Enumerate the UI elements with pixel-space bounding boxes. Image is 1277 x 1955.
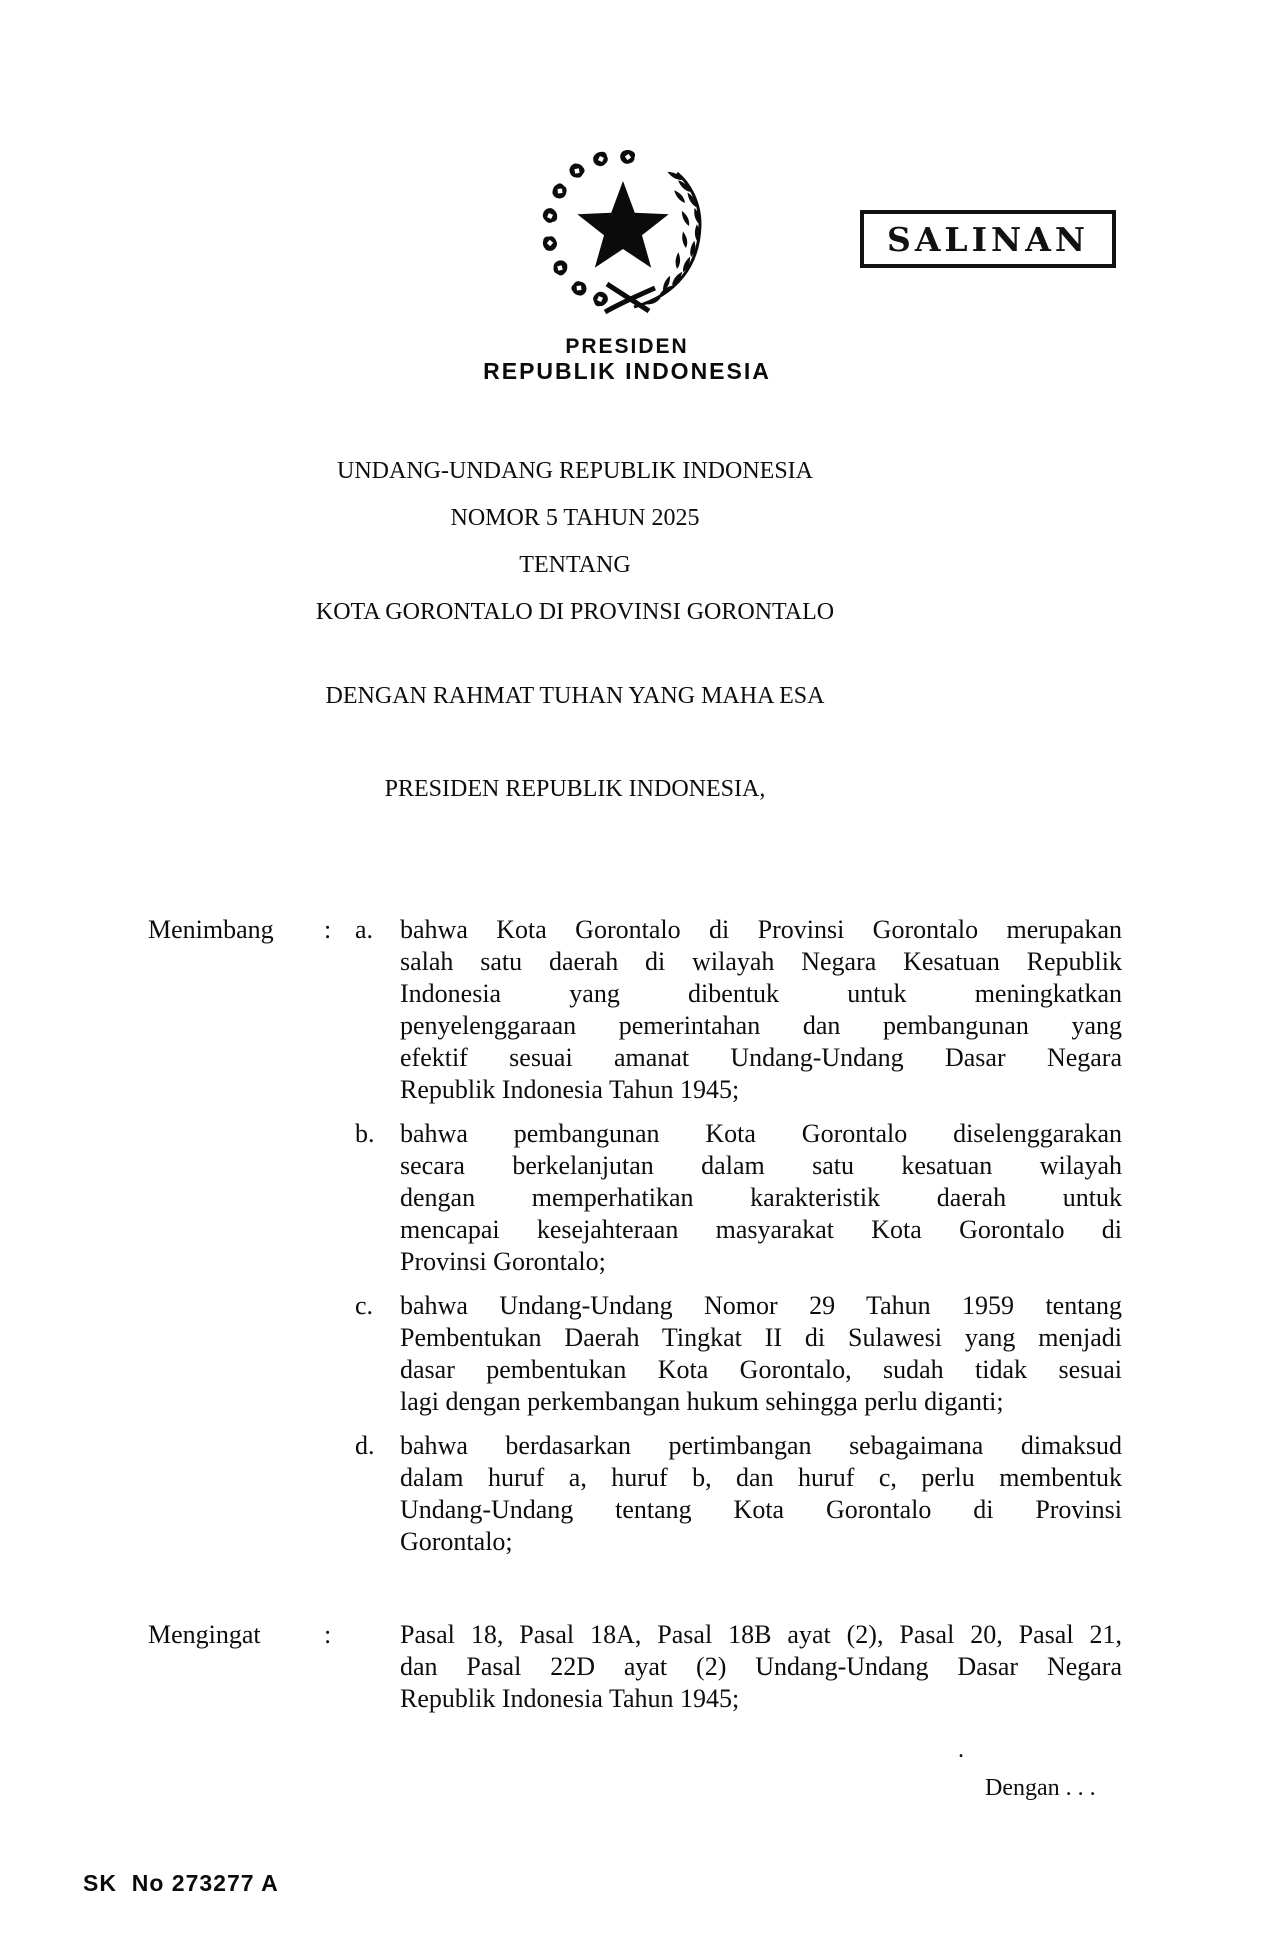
salinan-stamp-label: SALINAN [886, 219, 1089, 259]
continuation-dot: . [958, 1737, 964, 1763]
text-line: Indonesia yang dibentuk untuk meningkatkan [400, 979, 1122, 1008]
item-text [400, 914, 1122, 1106]
text-line: Gorontalo; [400, 1527, 513, 1556]
catchword-dengan: Dengan . . . [985, 1775, 1096, 1801]
citing-section [148, 1619, 1122, 1715]
text-line: dasar pembentukan Kota Gorontalo, sudah tidak sesuai [400, 1355, 1122, 1384]
salinan-stamp [860, 210, 1116, 268]
title-line-1: UNDANG-UNDANG REPUBLIK INDONESIA [337, 458, 813, 484]
text-line: secara berkelanjutan dalam satu kesatuan wilayah [400, 1151, 1122, 1180]
citing-separator: : [324, 1620, 332, 1649]
law-title-block [130, 448, 1020, 636]
text-line: Republik Indonesia Tahun 1945; [400, 1684, 740, 1713]
title-line-3: TENTANG [519, 552, 631, 578]
considering-item-a [148, 914, 1122, 1106]
item-marker: a. [355, 915, 374, 944]
authority-line: PRESIDEN REPUBLIK INDONESIA, [384, 776, 766, 802]
text-line: dengan memperhatikan karakteristik daerah untuk [400, 1183, 1122, 1212]
considering-item-c [148, 1290, 1122, 1418]
letterhead-presiden: PRESIDEN [565, 335, 689, 358]
item-marker: d. [355, 1431, 375, 1460]
citing-text [400, 1619, 1122, 1715]
item-marker: c. [355, 1291, 374, 1320]
considering-separator: : [324, 915, 332, 944]
text-line: Pembentukan Daerah Tingkat II di Sulawesi yang menjadi [400, 1323, 1122, 1352]
title-line-4: KOTA GORONTALO DI PROVINSI GORONTALO [315, 599, 835, 625]
considering-item-d [148, 1430, 1122, 1558]
text-line: lagi dengan perkembangan hukum sehingga perlu diganti; [400, 1387, 1004, 1416]
text-line: Provinsi Gorontalo; [400, 1247, 606, 1276]
citing-row [148, 1619, 1122, 1715]
star-icon [577, 181, 668, 268]
presidential-emblem [537, 145, 709, 317]
text-line: efektif sesuai amanat Undang-Undang Dasar Negara [400, 1043, 1122, 1072]
text-line: penyelenggaraan pemerintahan dan pembangunan yang [400, 1011, 1122, 1040]
invocation-line: DENGAN RAHMAT TUHAN YANG MAHA ESA [325, 683, 825, 709]
item-text [400, 1290, 1122, 1418]
sk-number: SK No 273277 A [83, 1870, 279, 1896]
citing-label: Mengingat [148, 1620, 261, 1649]
considering-section [148, 914, 1122, 1558]
text-line: dan Pasal 22D ayat (2) Undang-Undang Dasar Negara [400, 1652, 1122, 1681]
text-line: salah satu daerah di wilayah Negara Kesatuan Republik [400, 947, 1122, 976]
text-line: Republik Indonesia Tahun 1945; [400, 1075, 740, 1104]
text-line: Undang-Undang tentang Kota Gorontalo di Provinsi [400, 1495, 1122, 1524]
text-line: bahwa Kota Gorontalo di Provinsi Gorontalo merupakan [400, 915, 1122, 944]
text-line: mencapai kesejahteraan masyarakat Kota Gorontalo di [400, 1215, 1122, 1244]
letterhead-republik-indonesia: REPUBLIK INDONESIA [483, 358, 771, 384]
text-line: dalam huruf a, huruf b, dan huruf c, perlu membentuk [400, 1463, 1122, 1492]
text-line: bahwa Undang-Undang Nomor 29 Tahun 1959 tentang [400, 1291, 1122, 1320]
text-line: Pasal 18, Pasal 18A, Pasal 18B ayat (2), Pasal 20, Pasal 21, [400, 1620, 1122, 1649]
item-marker: b. [355, 1119, 375, 1148]
considering-label: Menimbang [148, 915, 274, 944]
title-line-2: NOMOR 5 TAHUN 2025 [450, 505, 700, 531]
item-text [400, 1430, 1122, 1558]
letterhead [0, 335, 1254, 384]
text-line: bahwa pembangunan Kota Gorontalo diselenggarakan [400, 1119, 1122, 1148]
text-line: bahwa berdasarkan pertimbangan sebagaimana dimaksud [400, 1431, 1122, 1460]
item-text [400, 1118, 1122, 1278]
considering-item-b [148, 1118, 1122, 1278]
